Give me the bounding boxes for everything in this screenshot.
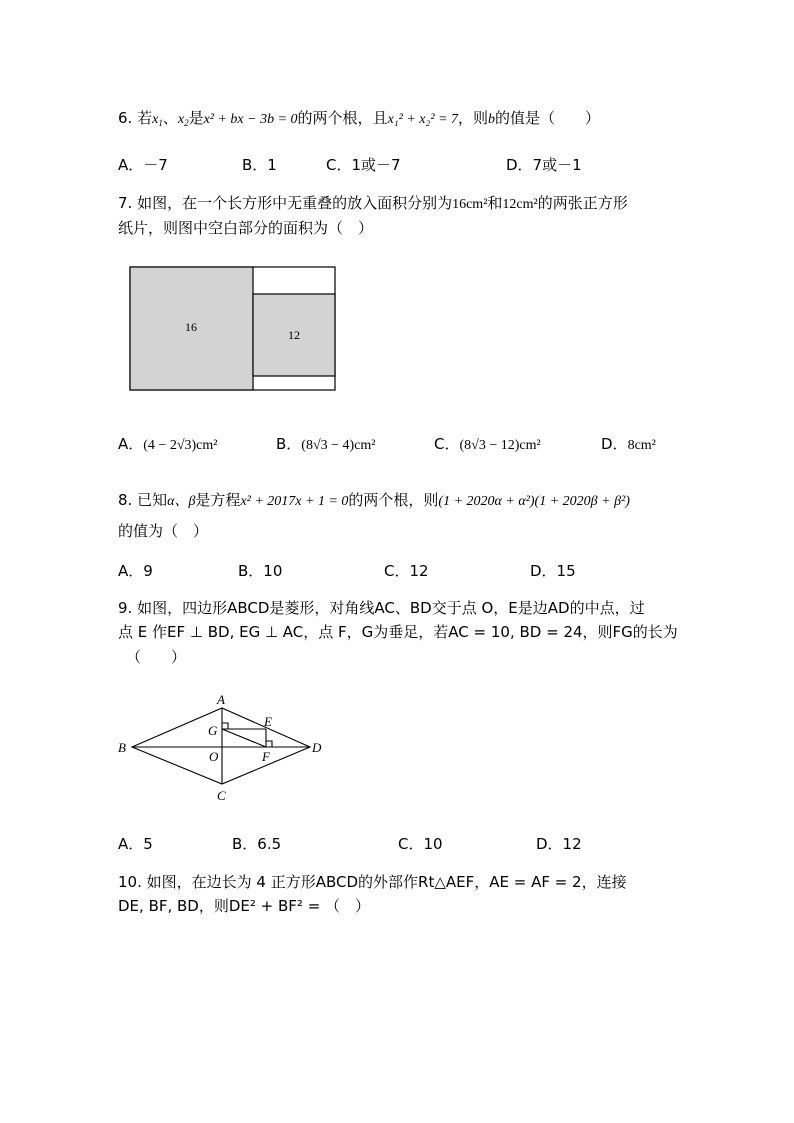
text: 的值是（ ） [495, 109, 601, 127]
point-e-label: E [264, 714, 272, 729]
root-x1: $x_1$ [152, 112, 163, 128]
question-6-stem [118, 108, 600, 130]
right-angle-g [222, 723, 228, 729]
option-d[interactable]: D．12 [536, 835, 582, 853]
point-a-label: A [217, 692, 225, 707]
text: 8. 已知 [118, 491, 168, 509]
text: 、 [162, 109, 178, 127]
text: 的两个根，且 [297, 109, 388, 127]
question-9-stem-line2: 点 E 作EF ⊥ BD, EG ⊥ AC，点 F，G为垂足，若AC = 10, BD = 24，则FG的长为 [118, 623, 678, 641]
option-b[interactable]: B．6.5 [232, 835, 282, 853]
question-8-stem-line2: 的值为（ ） [118, 522, 209, 540]
equation: x² + 2017x + 1 = 0 [240, 494, 349, 509]
option-c[interactable]: C．(8√3 − 12)cm² [434, 435, 541, 453]
roots: α、β [167, 494, 196, 509]
text: 的两张正方形 [537, 194, 628, 212]
condition: x₁² + x₂² = 7 [387, 112, 459, 127]
option-a[interactable]: A．9 [118, 562, 153, 580]
point-g-label: G [208, 723, 218, 738]
right-angle-f [266, 741, 272, 747]
segment-fg [222, 729, 266, 747]
point-c-label: C [217, 788, 226, 803]
question-9-stem-line3: （ ） [126, 648, 187, 666]
big-square-label: 16 [185, 320, 197, 334]
option-d[interactable]: D．7或－1 [506, 156, 582, 174]
text: 若 [137, 109, 153, 127]
option-a[interactable]: A．5 [118, 835, 153, 853]
option-d[interactable]: D．8cm² [601, 435, 656, 453]
option-b-value: (8√3 − 4)cm² [301, 438, 376, 453]
option-d-value: 8cm² [627, 438, 656, 453]
option-a[interactable]: A．(4 − 2√3)cm² [118, 435, 218, 453]
option-c[interactable]: C．1或－7 [326, 156, 401, 174]
option-c-value: (8√3 − 12)cm² [459, 438, 541, 453]
question-10-stem-line2: DE, BF, BD，则DE² + BF² = （ ） [118, 897, 371, 915]
option-c[interactable]: C．12 [384, 562, 429, 580]
text: ，则 [458, 109, 489, 127]
option-d[interactable]: D．15 [530, 562, 576, 580]
question-9-stem-line1: 9. 如图，四边形ABCD是菱形，对角线AC、BD交于点 O，E是边AD的中点，过 [118, 599, 645, 617]
point-b-label: B [118, 740, 126, 755]
question-7-stem-line1 [118, 193, 628, 215]
option-b[interactable]: B．(8√3 − 4)cm² [276, 435, 376, 453]
rectangle-figure [128, 265, 338, 393]
small-square-label: 12 [288, 328, 300, 342]
point-o-label: O [209, 749, 219, 764]
area-value: 16cm² [452, 197, 488, 212]
text: 和 [487, 194, 503, 212]
point-f-label: F [262, 749, 270, 764]
option-a[interactable]: A．－7 [118, 156, 168, 174]
text: 是方程 [195, 491, 241, 509]
equation: x² + bx − 3b = 0 [203, 112, 298, 127]
question-7-stem-line2: 纸片，则图中空白部分的面积为（ ） [118, 219, 374, 237]
variable-b: b [488, 112, 496, 127]
question-8-stem-line1 [118, 490, 630, 512]
rhombus-figure [114, 690, 334, 808]
text: 7. 如图，在一个长方形中无重叠的放入面积分别为 [118, 194, 453, 212]
point-d-label: D [312, 740, 322, 755]
rhombus [132, 708, 310, 784]
question-10-stem-line1: 10. 如图，在边长为 4 正方形ABCD的外部作Rt△AEF，AE = AF = 2，连接 [118, 873, 627, 891]
question-number: 6. [118, 109, 133, 127]
option-c[interactable]: C．10 [398, 835, 443, 853]
area-value: 12cm² [502, 197, 538, 212]
expression: (1 + 2020α + α²)(1 + 2020β + β²) [438, 494, 630, 509]
option-a-value: (4 − 2√3)cm² [143, 438, 218, 453]
root-x2: $x_2$ [177, 112, 189, 128]
text: 的两个根，则 [348, 491, 439, 509]
option-b[interactable]: B．1 [242, 156, 277, 174]
option-b[interactable]: B．10 [238, 562, 283, 580]
text: 是 [188, 109, 204, 127]
